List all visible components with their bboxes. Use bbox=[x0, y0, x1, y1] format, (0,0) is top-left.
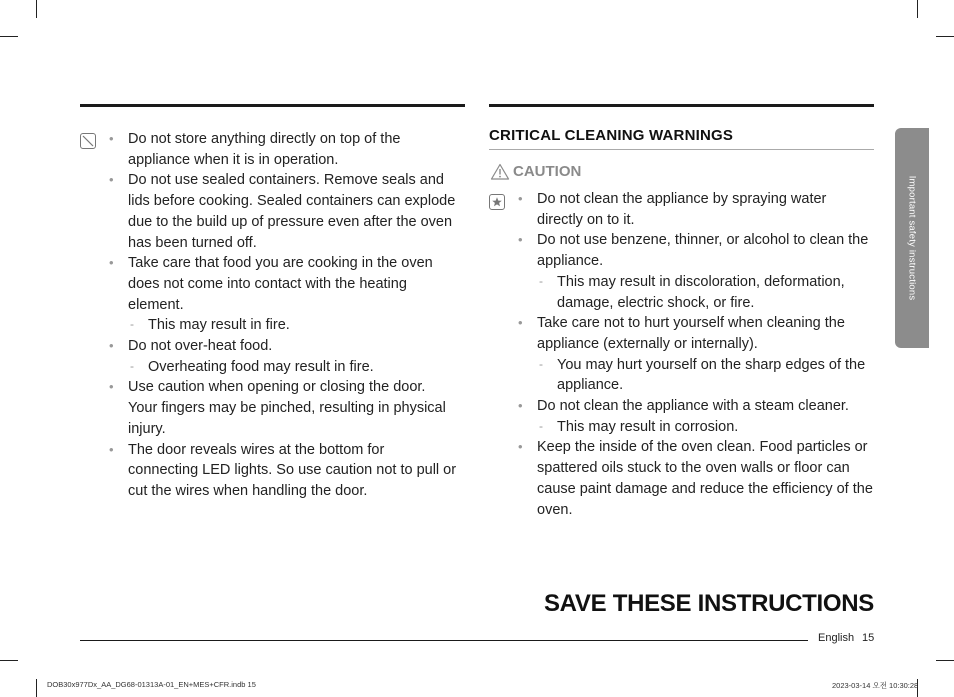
crop-mark bbox=[936, 660, 954, 661]
list-item: • Keep the inside of the oven clean. Food particles or spattered oils stuck to the oven walls or floor can cause paint damage and reduce the efficiency of the oven. bbox=[497, 437, 875, 520]
footer-divider bbox=[80, 640, 808, 641]
list-item: • Do not clean the appliance with a steam cleaner. bbox=[497, 396, 875, 417]
footer-language: English bbox=[818, 632, 855, 644]
crop-mark bbox=[0, 660, 18, 661]
section-side-tab[interactable] bbox=[895, 128, 929, 348]
list-item: • Do not over-heat food. bbox=[88, 336, 458, 357]
caution-label bbox=[490, 163, 581, 180]
list-item: • Do not use sealed containers. Remove seals and lids before cooking. Sealed containers can explode due to the build up of pressure even after the oven has been turned off. bbox=[88, 170, 458, 253]
print-timestamp: 2023-03-14 오전 10:30:28 bbox=[832, 681, 919, 690]
section-heading: CRITICAL CLEANING WARNINGS bbox=[489, 127, 734, 144]
list-item: • Do not use benzene, thinner, or alcohol to clean the appliance. bbox=[497, 230, 875, 271]
left-column-top-rule bbox=[80, 104, 465, 107]
right-column bbox=[497, 189, 875, 520]
list-item: • Do not store anything directly on top of the appliance when it is in operation. bbox=[88, 129, 458, 170]
list-subitem: - Overheating food may result in fire. bbox=[88, 357, 458, 378]
side-tab-label: Important safety instructions bbox=[906, 175, 918, 301]
list-subitem: - This may result in corrosion. bbox=[497, 417, 875, 438]
list-item: • Take care that food you are cooking in the oven does not come into contact with the heating element. bbox=[88, 253, 458, 315]
caution-text: CAUTION bbox=[513, 163, 582, 180]
crop-mark bbox=[36, 679, 37, 697]
crop-mark bbox=[36, 0, 37, 18]
list-subitem: - This may result in fire. bbox=[88, 315, 458, 336]
heading-divider bbox=[489, 149, 874, 150]
crop-mark bbox=[0, 36, 18, 37]
left-column bbox=[88, 129, 458, 502]
list-subitem: - You may hurt yourself on the sharp edges of the appliance. bbox=[497, 355, 875, 396]
right-bullet-list bbox=[497, 189, 875, 520]
crop-mark bbox=[917, 0, 918, 18]
crop-mark bbox=[936, 36, 954, 37]
list-item: • Use caution when opening or closing the door. Your fingers may be pinched, resulting in physical injury. bbox=[88, 377, 458, 439]
print-file-slug: DOB30x977Dx_AA_DG68-01313A-01_EN+MES+CFR.indb 15 bbox=[47, 680, 256, 689]
list-item: • The door reveals wires at the bottom for connecting LED lights. So use caution not to pull or cut the wires when handling the door. bbox=[88, 440, 458, 502]
page-number: 15 bbox=[862, 632, 875, 644]
left-bullet-list bbox=[88, 129, 458, 502]
right-column-top-rule bbox=[489, 104, 874, 107]
save-instructions-title: SAVE THESE INSTRUCTIONS bbox=[543, 590, 874, 617]
warning-triangle-icon bbox=[490, 163, 510, 180]
list-subitem: - This may result in discoloration, deformation, damage, electric shock, or fire. bbox=[497, 272, 875, 313]
list-item: • Take care not to hurt yourself when cleaning the appliance (externally or internally). bbox=[497, 313, 875, 354]
list-item: • Do not clean the appliance by spraying water directly on to it. bbox=[497, 189, 875, 230]
